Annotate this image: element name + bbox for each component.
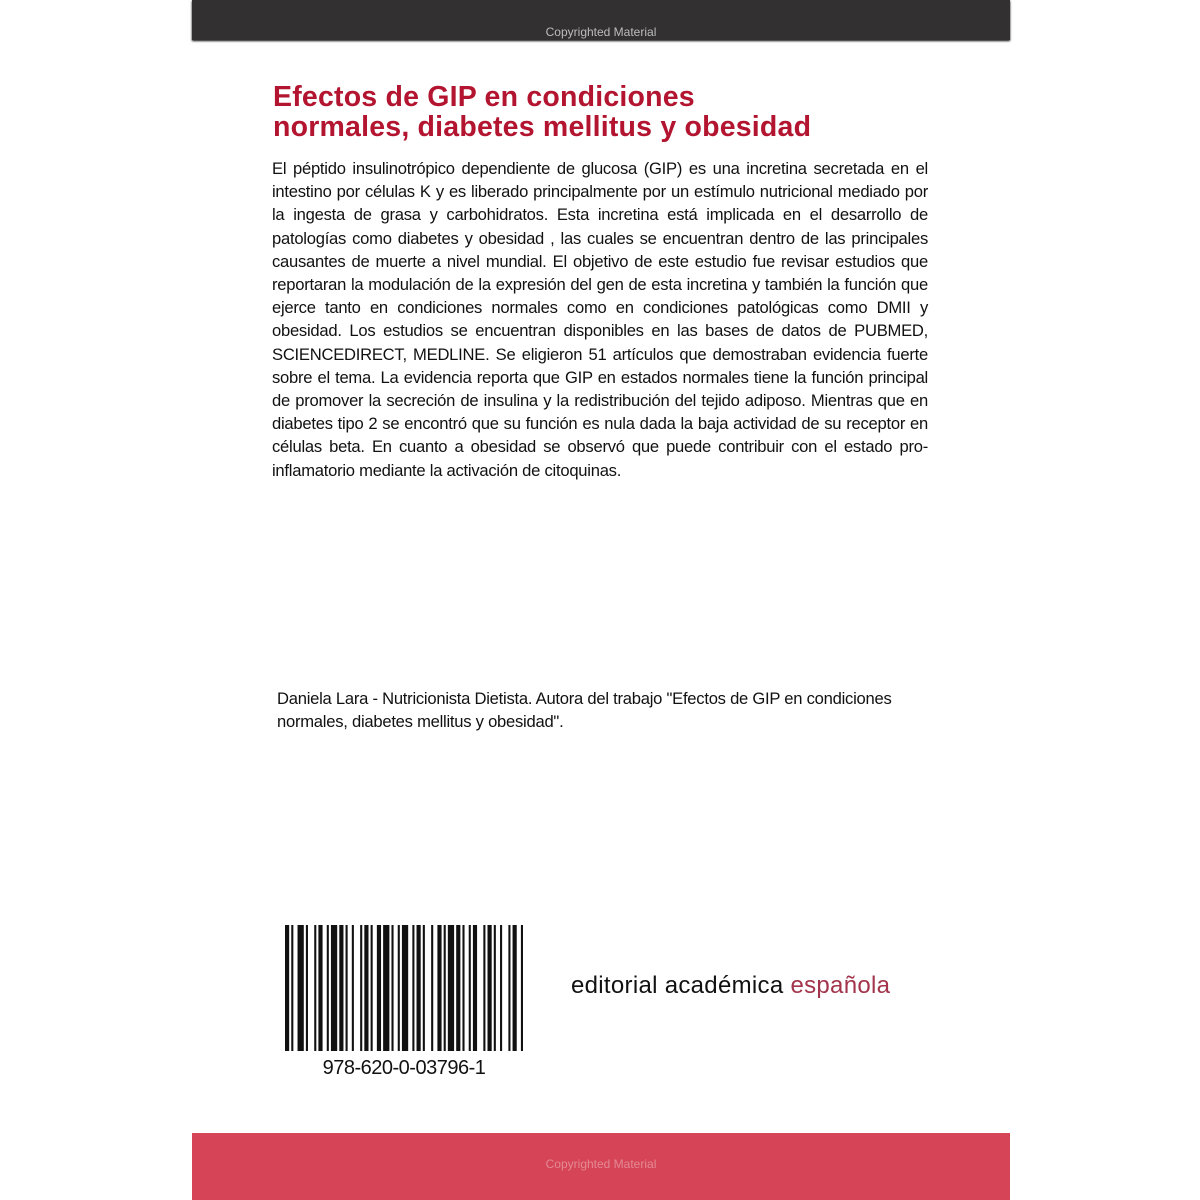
barcode-bar (339, 925, 343, 1051)
barcode-bar (298, 925, 304, 1051)
barcode-bar (521, 925, 523, 1051)
barcode-bar (371, 925, 373, 1051)
barcode-bar (462, 925, 464, 1051)
barcode-icon (285, 925, 523, 1051)
publisher-name-accent: española (790, 972, 891, 999)
author-bio: Daniela Lara - Nutricionista Dietista. Autora del trabajo "Efectos de GIP en condiciones normales, diabetes mellitus y obesidad". (277, 689, 892, 731)
barcode-bar (488, 925, 492, 1051)
barcode-bar (327, 925, 329, 1051)
barcode-bar (444, 925, 446, 1051)
publisher-logo (571, 972, 890, 1000)
barcode-bar (494, 925, 496, 1051)
barcode-bar (423, 925, 425, 1051)
barcode-bar (285, 925, 289, 1051)
barcode-bar (412, 925, 414, 1051)
barcode-bar (402, 925, 408, 1051)
barcode-bar (456, 925, 460, 1051)
barcode-bar (391, 925, 393, 1051)
barcode-bar (448, 925, 454, 1051)
barcode-bar (318, 925, 322, 1051)
barcode-bar (314, 925, 316, 1051)
barcode-bar (473, 925, 477, 1051)
barcode-bar (508, 925, 510, 1051)
bottom-band (192, 1133, 1010, 1200)
publisher-name: editorial académica (571, 972, 784, 999)
title-line: normales, diabetes mellitus y obesidad (273, 111, 812, 143)
isbn-number: 978-620-0-03796-1 (322, 1057, 486, 1079)
top-band (192, 0, 1010, 40)
barcode-bar (377, 925, 381, 1051)
barcode-bar (364, 925, 368, 1051)
abstract-text: El péptido insulinotrópico dependiente de glucosa (GIP) es una incretina secretada en el intestino por células K y es liberado principalmente por un estímulo nutricional mediado por la ingesta de grasa y carbohidratos. Esta incretina está implicada en el desarrollo de patologías como diabetes y obesidad , las cuales se encuentran dentro de las principales causantes de muerte a nivel mundial. El objetivo de este estudio fue revisar estudios que reportaran la modulación de la expresión del gen de esta incretina y también la función que ejerce tanto en condiciones normales como en condiciones patológicas como DMII y obesidad. Los estudios se encuentran disponibles en las bases de datos de PUBMED, SCIENCEDIRECT, MEDLINE. Se eligieron 51 artículos que demostraban evidencia fuerte sobre el tema. La evidencia reporta que GIP en estados normales tiene la función principal de promover la secreción de insulina y la redistribución del tejido adiposo. Mientras que en diabetes tipo 2 se encontró que su función es nula dada la baja actividad de su receptor en células beta. En cuanto a obesidad se observó que puede contribuir con el estado pro-inflamatorio mediante la activación de citoquinas. (272, 159, 928, 480)
barcode-bar (431, 925, 433, 1051)
barcode-bar (346, 925, 348, 1051)
barcode-bar (500, 925, 502, 1051)
barcode-bar (291, 925, 293, 1051)
watermark-top: Copyrighted Material (545, 25, 657, 39)
watermark-bottom: Copyrighted Material (545, 1157, 657, 1171)
barcode-bar (437, 925, 441, 1051)
book-back-cover (192, 0, 1010, 1200)
barcode-bar (331, 925, 337, 1051)
barcode-bar (469, 925, 471, 1051)
barcode-bar (306, 925, 308, 1051)
barcode-bar (398, 925, 400, 1051)
barcode-bar (483, 925, 485, 1051)
barcode-bar (383, 925, 389, 1051)
barcode-bar (513, 925, 517, 1051)
title-line: Efectos de GIP en condiciones (273, 81, 695, 113)
barcode-bar (352, 925, 354, 1051)
barcode-bar (360, 925, 362, 1051)
barcode-bar (417, 925, 421, 1051)
book-title (273, 82, 973, 142)
